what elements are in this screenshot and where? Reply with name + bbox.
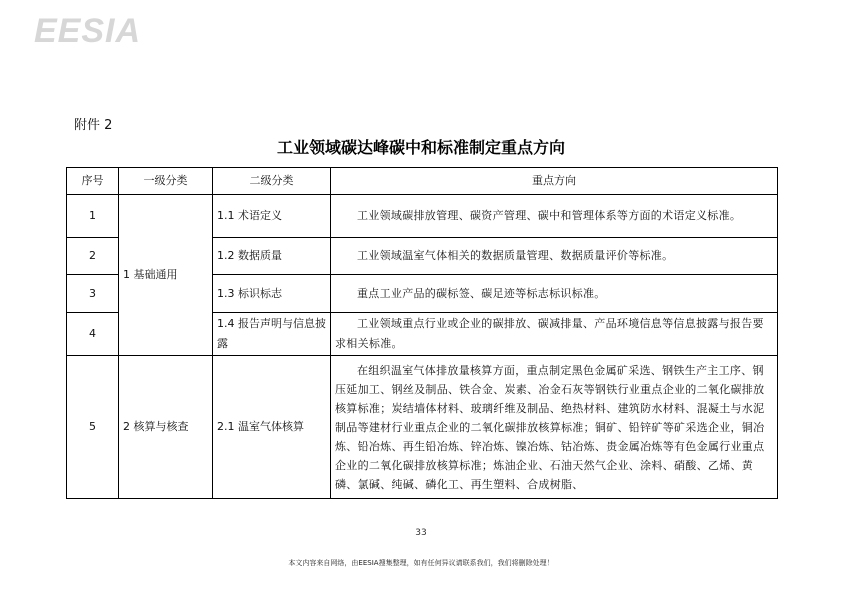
eesia-logo: EESIA: [34, 12, 142, 50]
row-no: 4: [67, 313, 119, 356]
table-row: [67, 356, 778, 499]
row-level2: 1.2 数据质量: [213, 238, 331, 275]
row-direction: 工业领域温室气体相关的数据质量管理、数据质量评价等标准。: [331, 238, 778, 275]
row-no: 3: [67, 275, 119, 313]
standards-table: [66, 167, 778, 499]
page-number: 33: [415, 528, 427, 538]
table-row: [67, 195, 778, 238]
row-direction: 在组织温室气体排放量核算方面，重点制定黑色金属矿采选、钢铁生产主工序、钢压延加工、钢丝及制品、铁合金、炭素、冶金石灰等钢铁行业重点企业的二氧化碳排放核算标准；炭结墙体材料、玻璃纤维及制品、绝热材料、建筑防水材料、混凝土与水泥制品等建材行业重点企业的二氧化碳排放核算标准；铜矿、铅锌矿等矿采选企业，铜冶炼、铅冶炼、再生铅冶炼、锌冶炼、镍冶炼、钴冶炼、贵金属冶炼等有色金属行业重点企业的二氧化碳排放核算标准；炼油企业、石油天然气企业、涂料、硝酸、乙烯、黄磷、氯碱、纯碱、磷化工、再生塑料、合成树脂、: [331, 356, 778, 499]
row-level1: 2 核算与核查: [119, 356, 213, 499]
row-direction: 重点工业产品的碳标签、碳足迹等标志标识标准。: [331, 275, 778, 313]
row-no: 1: [67, 195, 119, 238]
row-level2: 1.3 标识标志: [213, 275, 331, 313]
table-header-row: [67, 168, 778, 195]
document-title: 工业领域碳达峰碳中和标准制定重点方向: [276, 138, 565, 157]
attachment-label: 附件 2: [74, 118, 113, 133]
row-level2: 1.1 术语定义: [213, 195, 331, 238]
header-level1: 一级分类: [119, 168, 213, 195]
footer-notice: 本文内容来自网络，由EESIA搜集整理，如有任何异议请联系我们，我们将删除处理！: [288, 559, 554, 567]
row-level2: 1.4 报告声明与信息披露: [213, 313, 331, 356]
row-no: 2: [67, 238, 119, 275]
row-direction: 工业领域重点行业或企业的碳排放、碳减排量、产品环境信息等信息披露与报告要求相关标准。: [331, 313, 778, 356]
row-direction: 工业领域碳排放管理、碳资产管理、碳中和管理体系等方面的术语定义标准。: [331, 195, 778, 238]
header-seq: 序号: [67, 168, 119, 195]
header-level2: 二级分类: [213, 168, 331, 195]
row-level2: 2.1 温室气体核算: [213, 356, 331, 499]
row-level1: 1 基础通用: [119, 195, 213, 356]
row-no: 5: [67, 356, 119, 499]
header-direction: 重点方向: [331, 168, 778, 195]
